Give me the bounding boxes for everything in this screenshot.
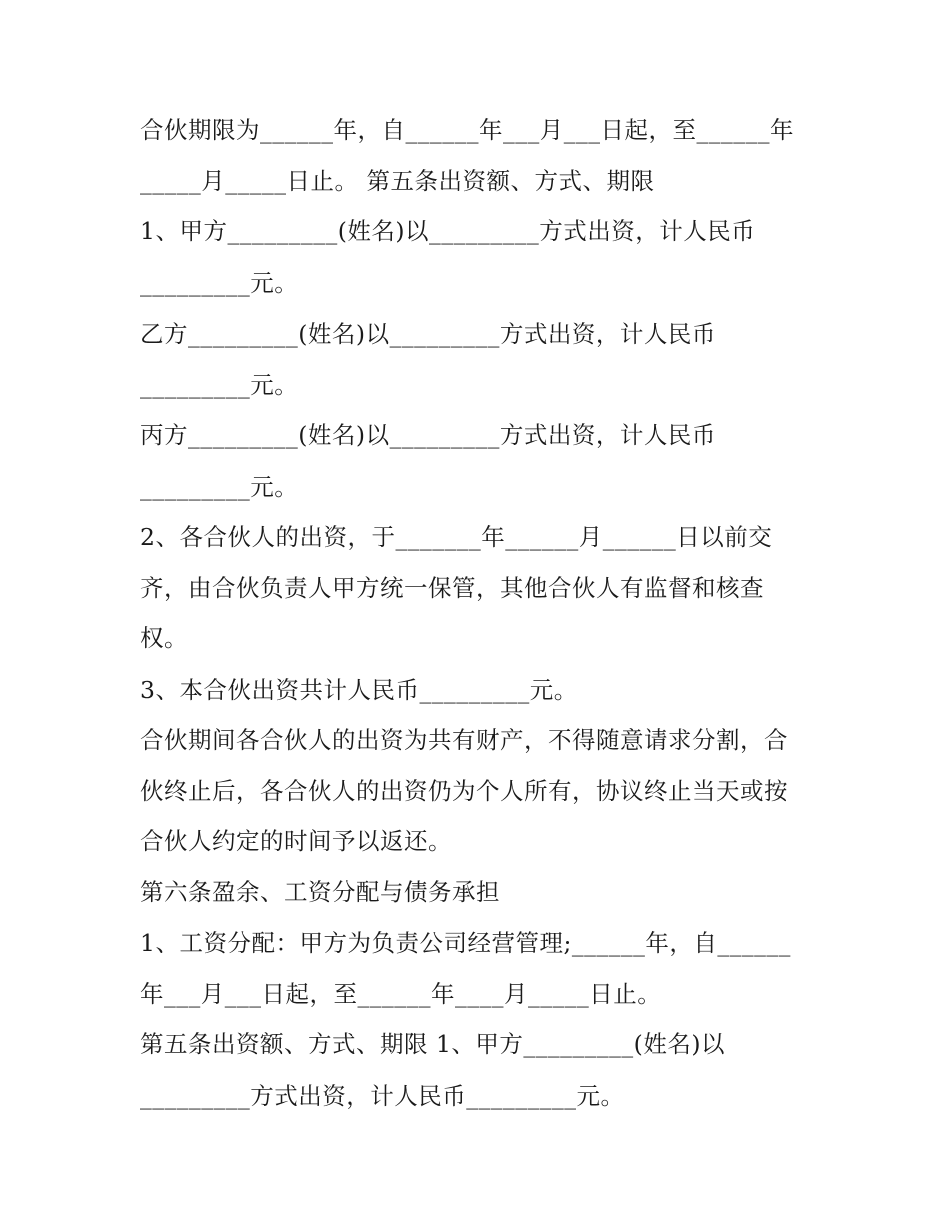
text-line-20: _________方式出资，计人民币_________元。 (140, 1082, 625, 1110)
text-line-19: 第五条出资额、方式、期限 1、甲方_________(姓名)以 (140, 1030, 726, 1058)
text-line-5: 乙方_________(姓名)以_________方式出资，计人民币 (140, 320, 716, 348)
text-line-3: 1、甲方_________(姓名)以_________方式出资，计人民币 (140, 217, 756, 245)
text-line-4: _________元。 (140, 269, 299, 297)
text-line-15: 合伙人约定的时间予以返还。 (140, 827, 452, 855)
text-line-11: 权。 (140, 624, 188, 652)
text-line-12: 3、本合伙出资共计人民币_________元。 (140, 676, 578, 704)
text-line-14: 伙终止后，各合伙人的出资仍为个人所有，协议终止当天或按 (140, 777, 788, 805)
text-line-13: 合伙期间各合伙人的出资为共有财产，不得随意请求分割，合 (140, 726, 788, 754)
text-line-7: 丙方_________(姓名)以_________方式出资，计人民币 (140, 421, 716, 449)
text-line-2: _____月_____日止。 第五条出资额、方式、期限 (140, 167, 655, 195)
text-line-17: 1、工资分配：甲方为负责公司经营管理;______年，自______ (140, 929, 791, 957)
text-line-9: 2、各合伙人的出资，于_______年______月______日以前交 (140, 523, 773, 551)
text-line-16: 第六条盈余、工资分配与债务承担 (140, 878, 500, 906)
text-line-8: _________元。 (140, 473, 299, 501)
text-line-1: 合伙期限为______年，自______年___月___日起，至______年 (140, 116, 794, 144)
text-line-10: 齐，由合伙负责人甲方统一保管，其他合伙人有监督和核查 (140, 574, 764, 602)
text-line-6: _________元。 (140, 371, 299, 399)
text-line-18: 年___月___日起，至______年____月_____日止。 (140, 980, 662, 1008)
